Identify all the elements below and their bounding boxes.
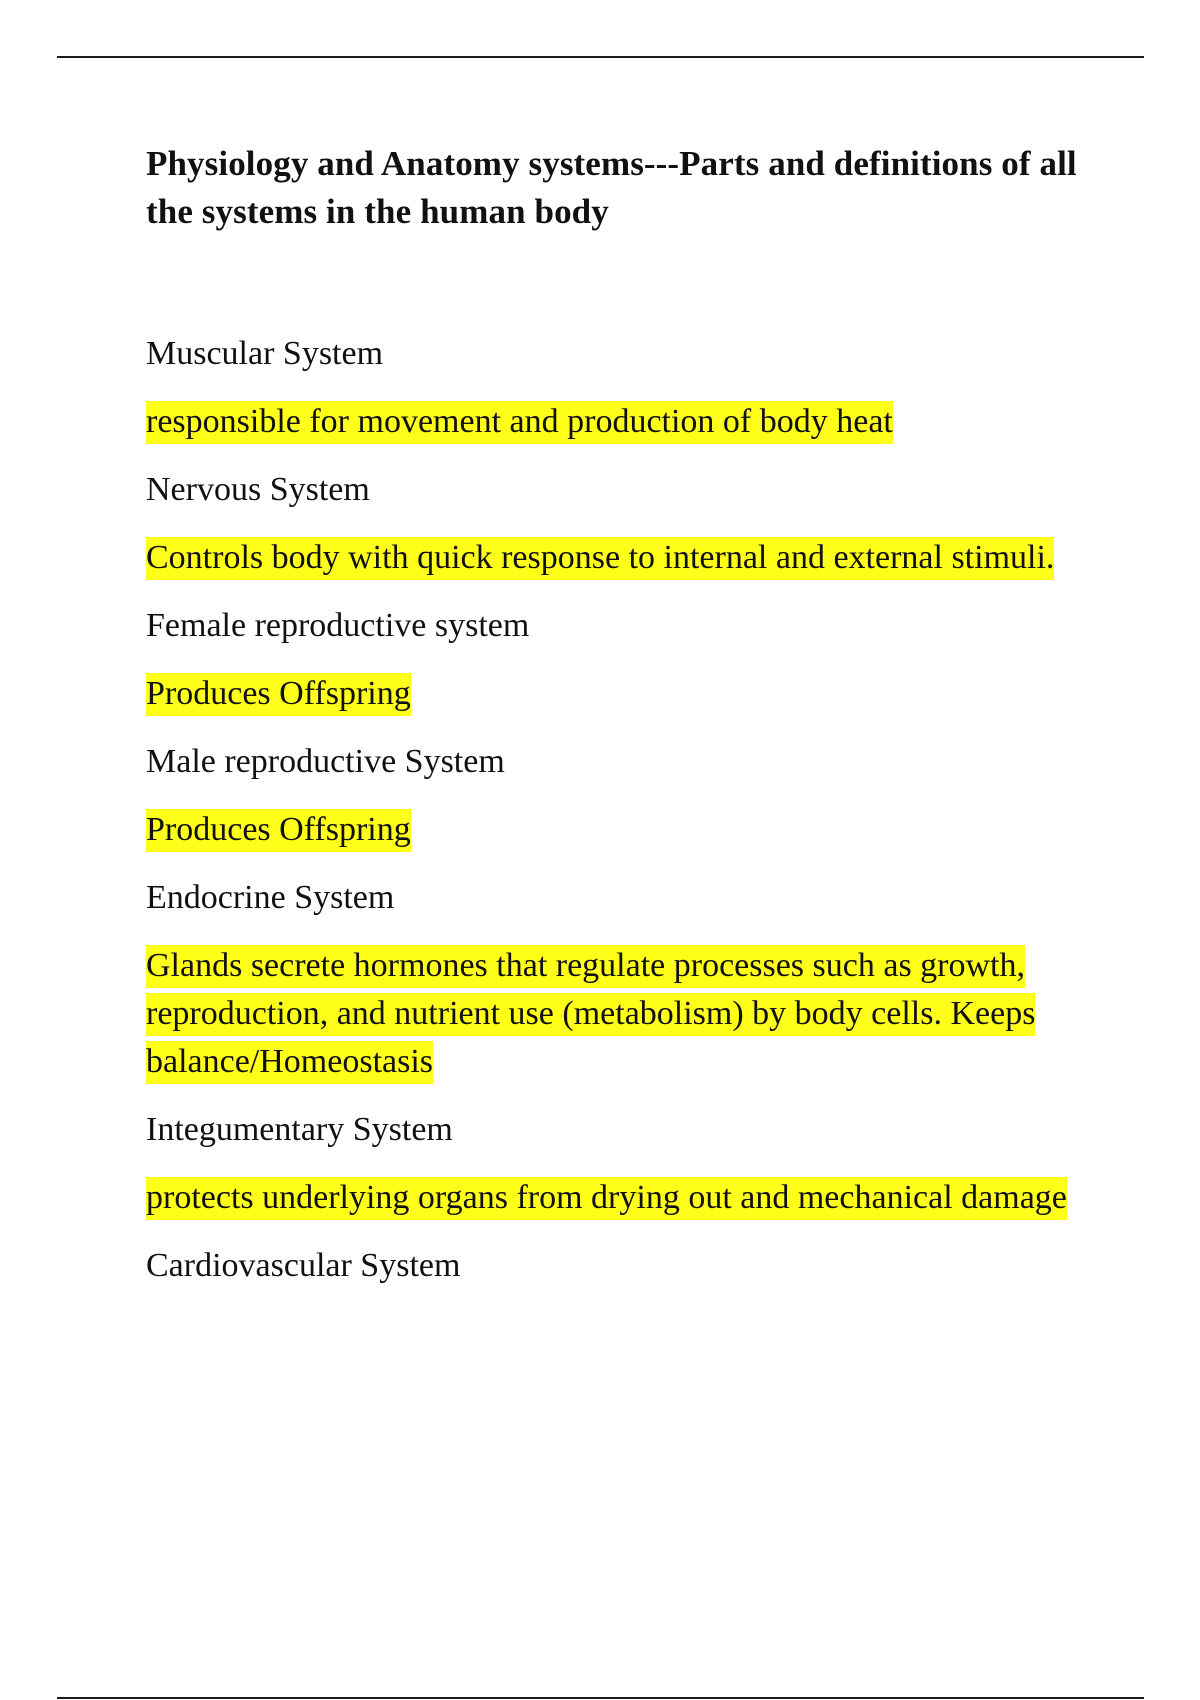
glossary-entry xyxy=(146,602,1106,718)
system-definition xyxy=(146,670,1106,718)
glossary-entry xyxy=(146,1106,1106,1222)
system-definition xyxy=(146,534,1106,582)
glossary-list xyxy=(146,330,1106,1290)
system-term: Muscular System xyxy=(146,335,384,372)
glossary-entry xyxy=(146,1242,1106,1290)
highlighted-definition: responsible for movement and production of body heat xyxy=(146,401,893,444)
highlighted-definition: Produces Offspring xyxy=(146,809,411,852)
system-term: Male reproductive System xyxy=(146,743,505,780)
glossary-entry xyxy=(146,738,1106,854)
system-term: Integumentary System xyxy=(146,1111,453,1148)
document-body xyxy=(146,140,1106,1310)
glossary-entry xyxy=(146,874,1106,1086)
system-definition xyxy=(146,942,1106,1086)
highlighted-definition: Produces Offspring xyxy=(146,673,411,716)
system-term: Nervous System xyxy=(146,471,370,508)
top-divider xyxy=(57,56,1144,58)
highlighted-definition: protects underlying organs from drying out and mechanical damage xyxy=(146,1177,1067,1220)
system-term: Endocrine System xyxy=(146,879,395,916)
system-definition xyxy=(146,398,1106,446)
system-term: Cardiovascular System xyxy=(146,1247,461,1284)
system-definition xyxy=(146,1174,1106,1222)
system-term: Female reproductive system xyxy=(146,607,530,644)
glossary-entry xyxy=(146,330,1106,446)
glossary-entry xyxy=(146,466,1106,582)
document-title: Physiology and Anatomy systems---Parts and definitions of all the systems in the human body xyxy=(146,144,1077,231)
highlighted-definition: Glands secrete hormones that regulate processes such as growth, reproduction, and nutrient use (metabolism) by body cells. Keeps balance/Homeostasis xyxy=(146,945,1035,1084)
highlighted-definition: Controls body with quick response to internal and external stimuli. xyxy=(146,537,1054,580)
bottom-divider xyxy=(57,1697,1144,1699)
system-definition xyxy=(146,806,1106,854)
